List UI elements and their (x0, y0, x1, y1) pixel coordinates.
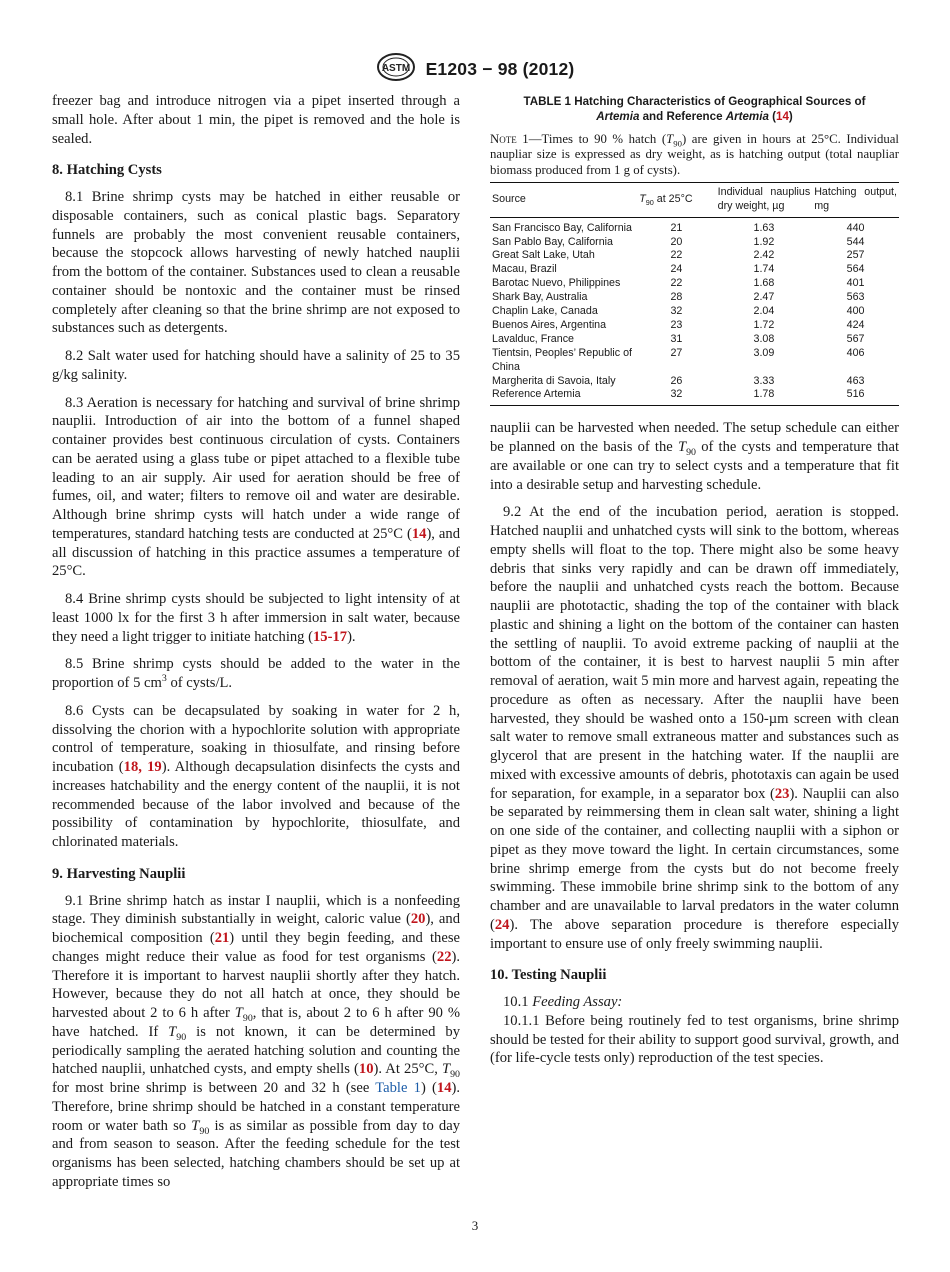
reference-link[interactable]: 20 (410, 911, 426, 928)
table-row: Reference Artemia 32 1.78 516 (490, 388, 899, 405)
paragraph-8-6: 8.6 Cysts can be decapsulated by soaking in water for 2 h, dissolving the chorion with a hypochlorite solution with appropriate control of temperature, soaking in thiosulfate, and rinsing before incubation (18, 19). Although decapsulation disinfects the cysts and increases hatchability and the energy content of the nauplii, it is not recommended because of the labor involved and because of the possibility of contamination by hypochlorite, thiosulfate, and chlorinated materials. (52, 702, 461, 850)
reference-link[interactable]: 24 (494, 916, 510, 933)
paragraph-10-1: 10.1 Feeding Assay: (503, 994, 623, 1011)
paragraph-9-1: 9.1 Brine shrimp hatch as instar I nauplii, which is a nonfeeding stage. They diminish substantially in weight, caloric value (20), and biochemical composition (21) until they begin feeding, and these changes might reduce their value as food for test organisms (22). Therefore it is important to harvest nauplii shortly after they hatch. However, because they do not all hatch at once, they should be harvested about 2 to 6 h after $T_{90}$, that is, about 2 to 6 h after 90 % have hatched. If $T_{90}$ is not known, it can be determined by periodically sampling the aerated hatching solution and counting the hatched nauplii, unhatched cysts, and empty shells (10). At 25°C, $T_{90}$ for most brine shrimp is between 20 and 32 h (see Table 1) (14). Therefore, brine shrimp should be hatched in a constant temperature room or water bath so $T_{90}$ is as similar as possible from day to day and from season to season. After the feeding schedule for the test organisms has been selected, hatching chambers should be set up at appropriate times so (52, 892, 460, 1190)
right-column (490, 92, 899, 1077)
table-row: Macau, Brazil 24 1.74 564 (492, 263, 865, 276)
table-caption: TABLE 1 Hatching Characteristics of Geographical Sources of Artemia and Reference Artemia (14) (523, 95, 866, 123)
table-row: Buenos Aires, Argentina 23 1.72 424 (492, 318, 865, 331)
table-row: Barotac Nuevo, Philippines 22 1.68 401 (492, 277, 865, 290)
paragraph-8-1: 8.1 Brine shrimp cysts may be hatched in either reusable or disposable containers, such as conical plastic bags. Separatory funnels are probably the most convenient reusable containers, because the stopcock allows harvesting of newly hatched nauplii from the bottom of the container. Substances used to clean a reusable container should be nontoxic and the container must be rinsed completely after cleaning so that the brine shrimp are not exposed to substances such as detergents. (52, 189, 460, 337)
astm-logo-icon (376, 52, 416, 87)
reference-link[interactable]: 21 (214, 930, 230, 946)
section-10-heading: 10. Testing Nauplii (490, 967, 607, 984)
left-column (52, 92, 460, 1201)
table-row: Chaplin Lake, Canada 32 2.04 400 (492, 305, 865, 318)
reference-link[interactable]: 14 (411, 525, 427, 542)
page-number: 3 (471, 1218, 479, 1233)
reference-link[interactable]: 14 (436, 1080, 452, 1096)
table-row: Shark Bay, Australia 28 2.47 563 (492, 291, 865, 304)
col-header-t90: $T_{90}$ at 25°C (637, 182, 715, 217)
table-row: Lavalduc, France 31 3.08 567 (492, 332, 865, 345)
table-note: Note 1—Times to 90 % hatch $(T_{90})$ are given in hours at 25°C. Individual naupliar size is expressed as dry weight, as is hatching output (total naupliar biomass produced from 1 g of cysts). (490, 132, 899, 177)
standard-designation: E1203 − 98 (2012) (425, 59, 575, 79)
table-row: Great Salt Lake, Utah 22 2.42 257 (492, 249, 865, 262)
table-row: San Francisco Bay, California 21 1.63 440 (492, 221, 865, 234)
section-8-heading: 8. Hatching Cysts (52, 162, 162, 179)
table-row: Margherita di Savoia, Italy 26 3.33 463 (492, 374, 865, 387)
reference-link[interactable]: 22 (436, 948, 452, 965)
col-header-output: Hatching output, mg (812, 182, 899, 217)
col-header-source: Source (490, 182, 637, 217)
reference-link[interactable]: 15-17 (313, 628, 348, 645)
reference-link[interactable]: 23 (774, 785, 790, 802)
hatching-table (490, 182, 899, 407)
reference-link[interactable]: 18 (123, 759, 139, 775)
table-row: San Pablo Bay, California 20 1.92 544 (492, 235, 865, 248)
col-header-weight: Individual nauplius dry weight, µg (716, 182, 813, 217)
table-1-link[interactable]: Table 1 (375, 1080, 421, 1096)
paragraph-9-2: 9.2 At the end of the incubation period, aeration is stopped. Hatched nauplii and unhatched cysts will sink to the bottom, whereas empty shells will float to the top. There might also be some heavy debris that sinks very rapidly and can be drawn off immediately, before the nauplii and unhatched cysts reach the bottom. Because nauplii are phototactic, shading the top of the container with black plastic and shining a light on the bottom of the container can hasten the settling of nauplii. To avoid extreme packing of nauplii at the bottom of the container, it is best to harvest nauplii 5 min after removal of aeration, wait 5 min more and harvest again, repeating the procedure as often as necessary. After the nauplii have been harvested, they should be washed onto a 150-µm screen with clean salt water to remove small extraneous matter and substances such as glycerol that are present in the hatching water. If the nauplii are mixed with excessive amounts of debris, phototaxis can again be used for separation, for example, in a separator box (23). Nauplii can also be separated by reimmersing them in clean salt water, shining a light on one side of the container, and collecting nauplii with a siphon or pipet as they move toward the light. In certain circumstances, some brine shrimp emerge from the cysts but do not become freely swimming. These immobile brine shrimp sink to the bottom of any chamber and are unavailable to larval predators in the water column (24). The above separation procedure is therefore especially important to ensure use of only freely swimming nauplii. (490, 504, 899, 952)
reference-link[interactable]: 14 (776, 109, 789, 123)
svg-text:ASTM: ASTM (381, 63, 410, 74)
paragraph-10-1-1: 10.1.1 Before being routinely fed to test organisms, brine shrimp should be tested for their ability to support good survival, growth, and (for life-cycle tests only) reproduction of the test species. (490, 1012, 899, 1067)
section-9-heading: 9. Harvesting Nauplii (52, 865, 186, 882)
paragraph-8-2: 8.2 Salt water used for hatching should have a salinity of 25 to 35 g/kg salinity. (52, 348, 460, 383)
reference-link[interactable]: 19 (147, 759, 162, 775)
paragraph-8-3: 8.3 Aeration is necessary for hatching and survival of brine shrimp nauplii. Introduction of air into the bottom of a funnel shaped container provides best continuous circulation of cysts. Containers can be aerated using a glass tube or pipet attached to a flexible tube leading to an air supply. Air used for aeration should be free of fumes, oil, and water; filters to remove oil and water are desirable. Although brine shrimp cysts will hatch under a wide range of temperatures, standard hatching tests are conducted at 25°C (14), and all discussion of hatching in this practice assumes a temperature of 25°C. (52, 394, 460, 580)
reference-link[interactable]: 10 (358, 1061, 374, 1078)
paragraph-continuation: freezer bag and introduce nitrogen via a pipet inserted through a small hole. After about 1 min, the pipet is removed and the hole is sealed. (52, 93, 460, 147)
table-row: Tientsin, Peoples’ Republic of China 27 3.09 406 (492, 346, 865, 373)
paragraph-8-5: 8.5 Brine shrimp cysts should be added to the water in the proportion of 5 $cm^3$ of cysts/L. (52, 656, 460, 691)
paragraph-continuation: nauplii can be harvested when needed. The setup schedule can either be planned on the basis of the $T_{90}$ of the cysts and temperature that are available or one can try to select cysts and a temperature that fit into a desirable setup and harvesting schedule. (490, 420, 900, 493)
page-header (0, 52, 950, 87)
paragraph-8-4: 8.4 Brine shrimp cysts should be subjected to light intensity of at least 1000 lx for the first 3 h after immersion in salt water, because they need a light trigger to initiate hatching (15-17). (52, 591, 460, 645)
